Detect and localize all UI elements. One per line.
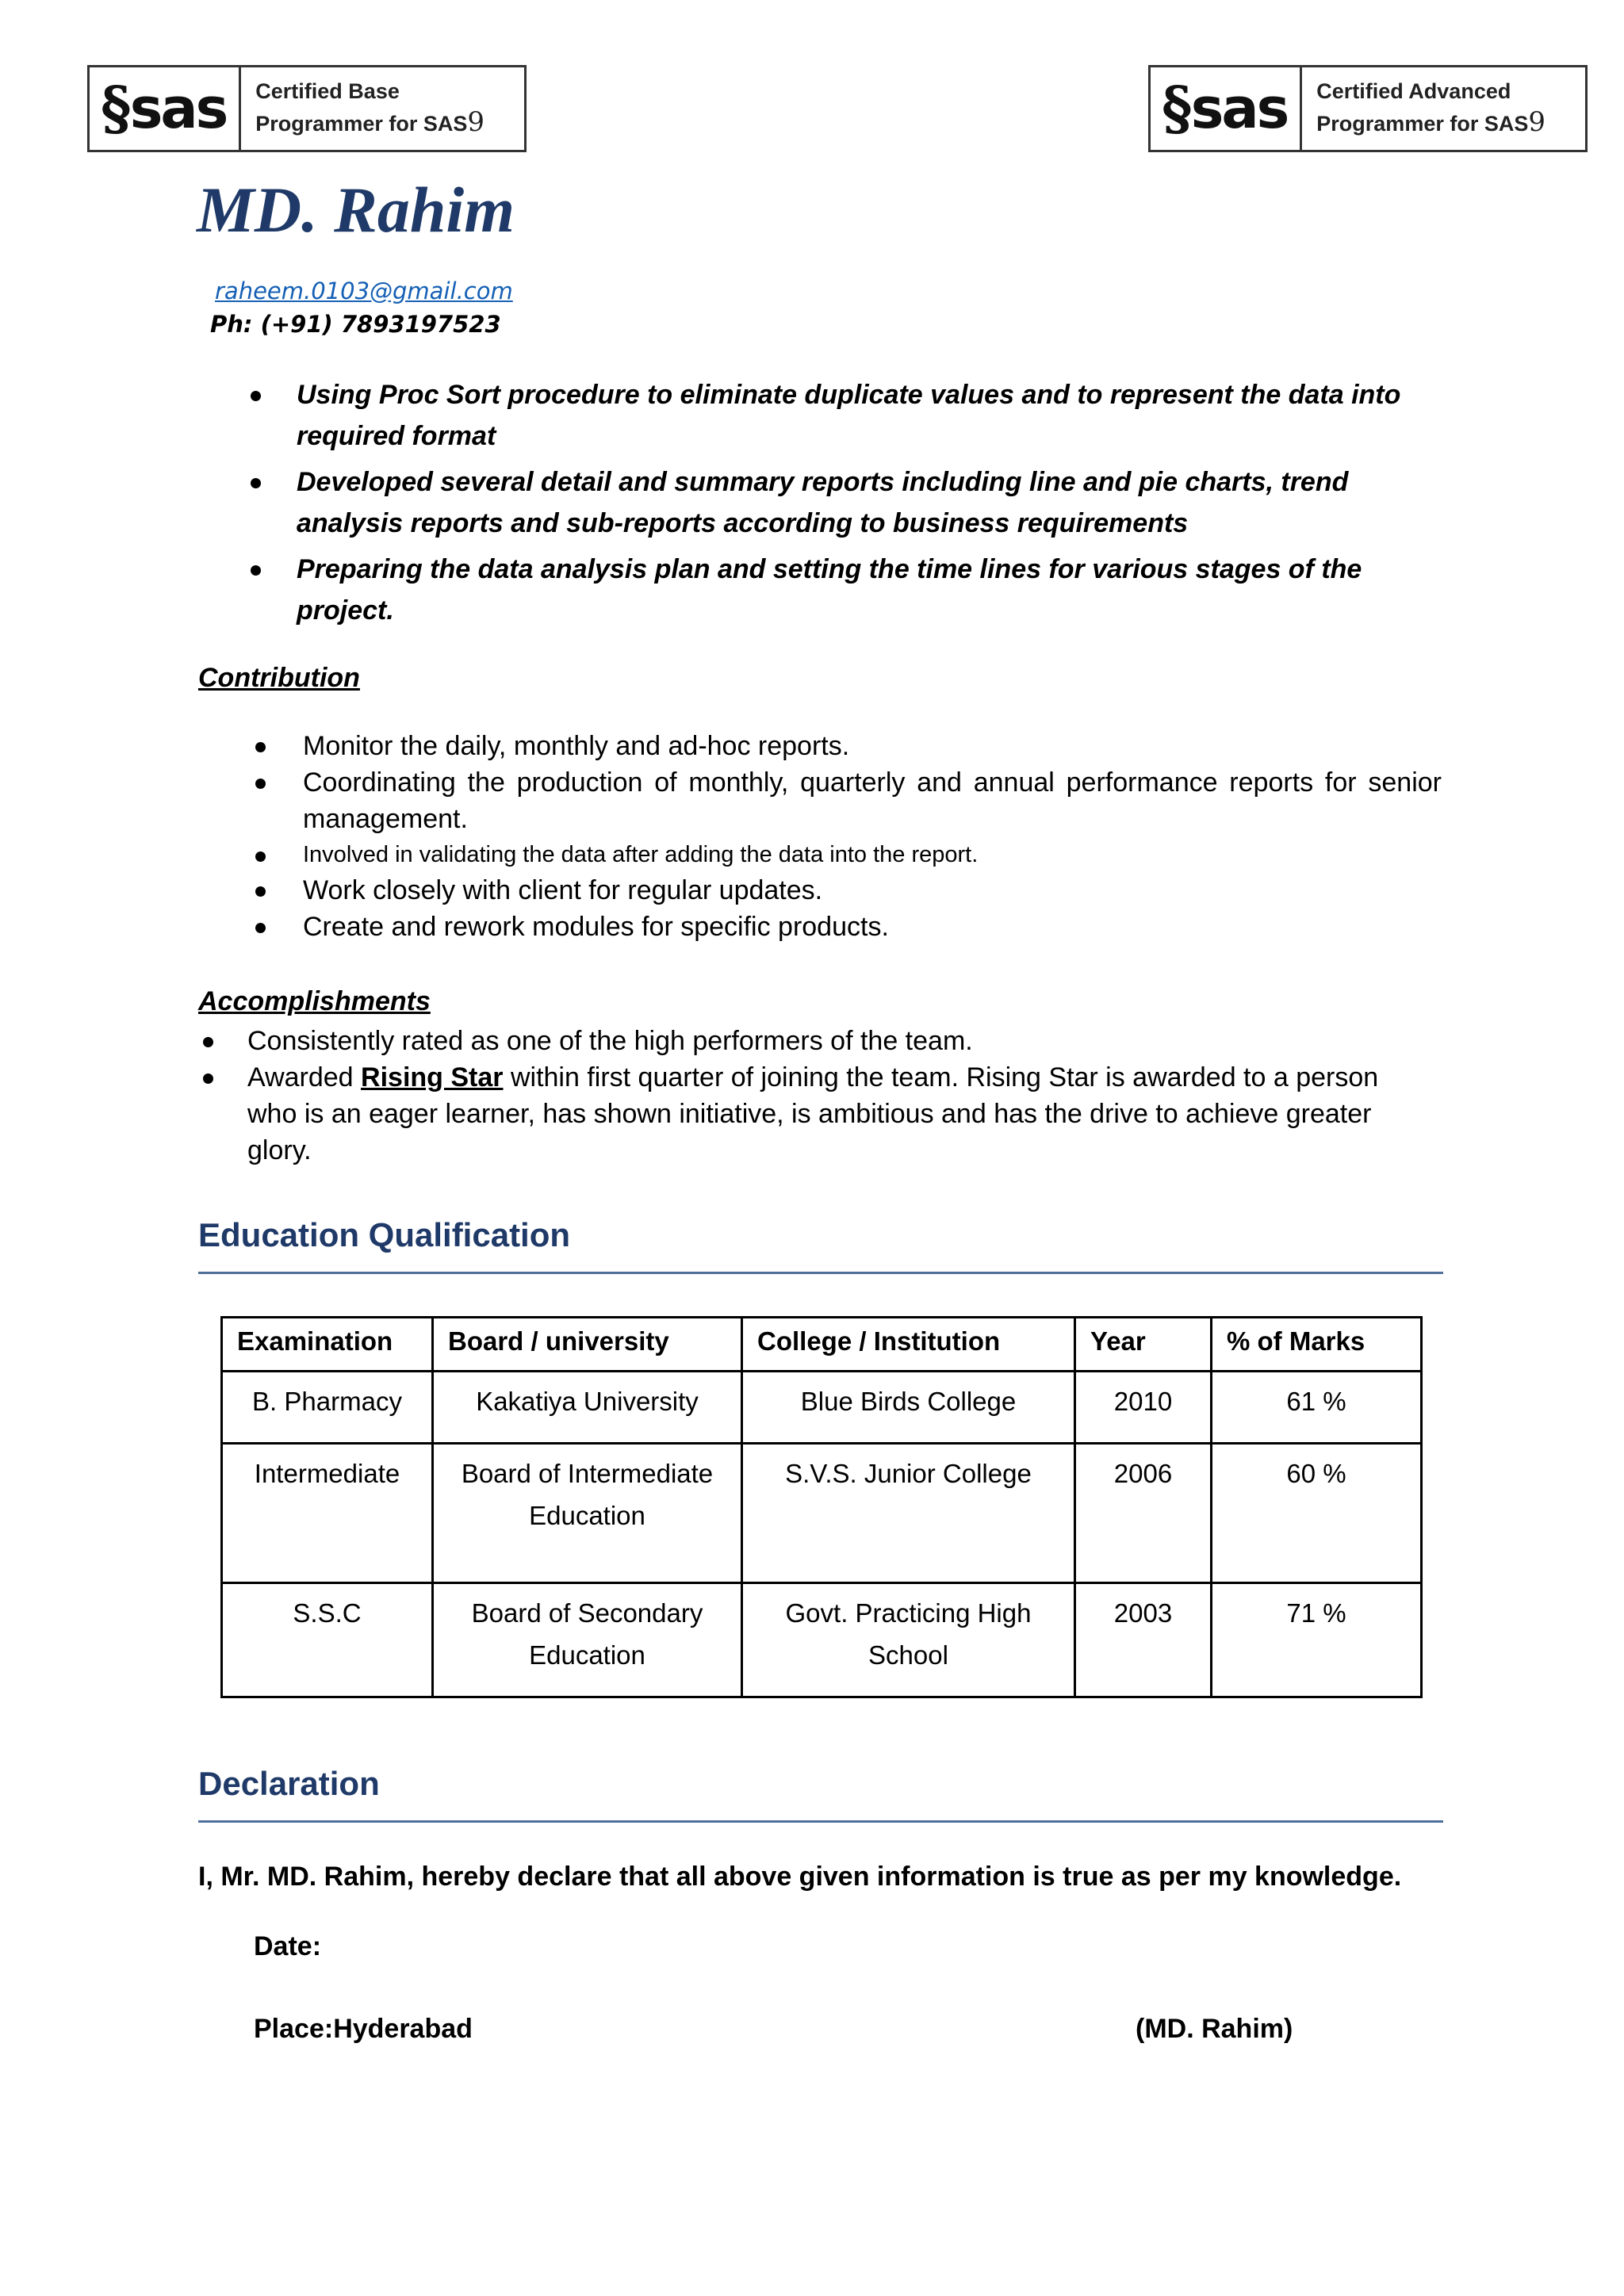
sas-logo: § sas (90, 67, 241, 150)
table-cell: 71 % (1212, 1583, 1422, 1697)
bullet-icon (255, 779, 266, 789)
list-item: Create and rework modules for specific products. (252, 909, 1442, 945)
phone-number: Ph: (+91) 7893197523 (210, 311, 501, 338)
table-cell: 2003 (1075, 1583, 1212, 1697)
table-cell: S.V.S. Junior College (742, 1444, 1075, 1583)
list-item: Consistently rated as one of the high performers of the team. (198, 1023, 1419, 1059)
list-item: Using Proc Sort procedure to eliminate duplicate values and to represent the data into required format (239, 374, 1445, 457)
table-cell: B. Pharmacy (222, 1372, 433, 1444)
section-divider (198, 1272, 1443, 1274)
table-cell: Kakatiya University (433, 1372, 742, 1444)
bullet-icon (255, 742, 266, 752)
place-value: Hyderabad (333, 2014, 473, 2044)
table-header-row (222, 1318, 1422, 1372)
column-header: Board / university (433, 1318, 742, 1372)
column-header: Year (1075, 1318, 1212, 1372)
table-cell: 2010 (1075, 1372, 1212, 1444)
list-item: Awarded Rising Star within first quarter of joining the team. Rising Star is awarded to a person who is an eager learner, has shown initiative, is ambitious and has the drive to achieve greater glory. (198, 1059, 1419, 1169)
bullet-icon (255, 886, 266, 897)
bullet-icon (251, 478, 261, 488)
bullet-icon (203, 1037, 213, 1047)
award-name: Rising Star (361, 1062, 504, 1093)
table-cell: Board of Intermediate Education (433, 1444, 742, 1583)
table-cell: Intermediate (222, 1444, 433, 1583)
email-link[interactable]: raheem.0103@gmail.com (215, 277, 513, 304)
signature-name: (MD. Rahim) (1136, 2014, 1293, 2044)
list-item: Developed several detail and summary reports including line and pie charts, trend analysis reports and sub-reports according to business requirements (239, 461, 1445, 544)
responsibilities-list (239, 374, 1445, 636)
bullet-icon (251, 391, 261, 401)
bullet-icon (251, 565, 261, 576)
table-cell: 61 % (1212, 1372, 1422, 1444)
date-label: Date: (254, 1931, 322, 1961)
contribution-list (252, 728, 1442, 945)
certification-text: Certified Base Programmer for SAS9 (255, 78, 485, 138)
table-cell: S.S.C (222, 1583, 433, 1697)
place-line: Place:Hyderabad (254, 2014, 473, 2044)
list-item: Coordinating the production of monthly, quarterly and annual performance reports for senior management. (252, 764, 1442, 837)
table-row (222, 1444, 1422, 1583)
table-cell: Blue Birds College (742, 1372, 1075, 1444)
accomplishments-list (198, 1023, 1419, 1169)
table-cell: Board of Secondary Education (433, 1583, 742, 1697)
bullet-icon (255, 923, 266, 933)
contribution-title: Contribution (198, 663, 360, 693)
list-item: Work closely with client for regular updates. (252, 872, 1442, 909)
sas-logo: § sas (1151, 67, 1302, 150)
column-header: Examination (222, 1318, 433, 1372)
table-row (222, 1372, 1422, 1444)
declaration-heading: Declaration (198, 1765, 380, 1802)
bullet-icon (255, 851, 266, 862)
certification-text: Certified Advanced Programmer for SAS9 (1316, 78, 1545, 138)
list-item: Monitor the daily, monthly and ad-hoc reports. (252, 728, 1442, 764)
education-table (220, 1316, 1423, 1698)
sas-swoosh-icon: § (101, 75, 130, 143)
section-divider (198, 1820, 1443, 1823)
accomplishments-title: Accomplishments (198, 986, 431, 1016)
table-cell: 60 % (1212, 1444, 1422, 1583)
table-cell: 2006 (1075, 1444, 1212, 1583)
table-row (222, 1583, 1422, 1697)
bullet-icon (203, 1073, 213, 1084)
list-item: Involved in validating the data after adding the data into the report. (252, 837, 1442, 872)
column-header: % of Marks (1212, 1318, 1422, 1372)
table-cell: Govt. Practicing High School (742, 1583, 1075, 1697)
candidate-name: MD. Rahim (197, 174, 515, 246)
declaration-statement: I, Mr. MD. Rahim, hereby declare that all above given information is true as per my knowledge. (198, 1862, 1402, 1892)
list-item: Preparing the data analysis plan and setting the time lines for various stages of the project. (239, 549, 1445, 631)
sas-advanced-badge (1148, 65, 1588, 152)
sas-swoosh-icon: § (1162, 75, 1191, 143)
education-heading: Education Qualification (198, 1216, 571, 1253)
sas-base-badge (87, 65, 527, 152)
column-header: College / Institution (742, 1318, 1075, 1372)
